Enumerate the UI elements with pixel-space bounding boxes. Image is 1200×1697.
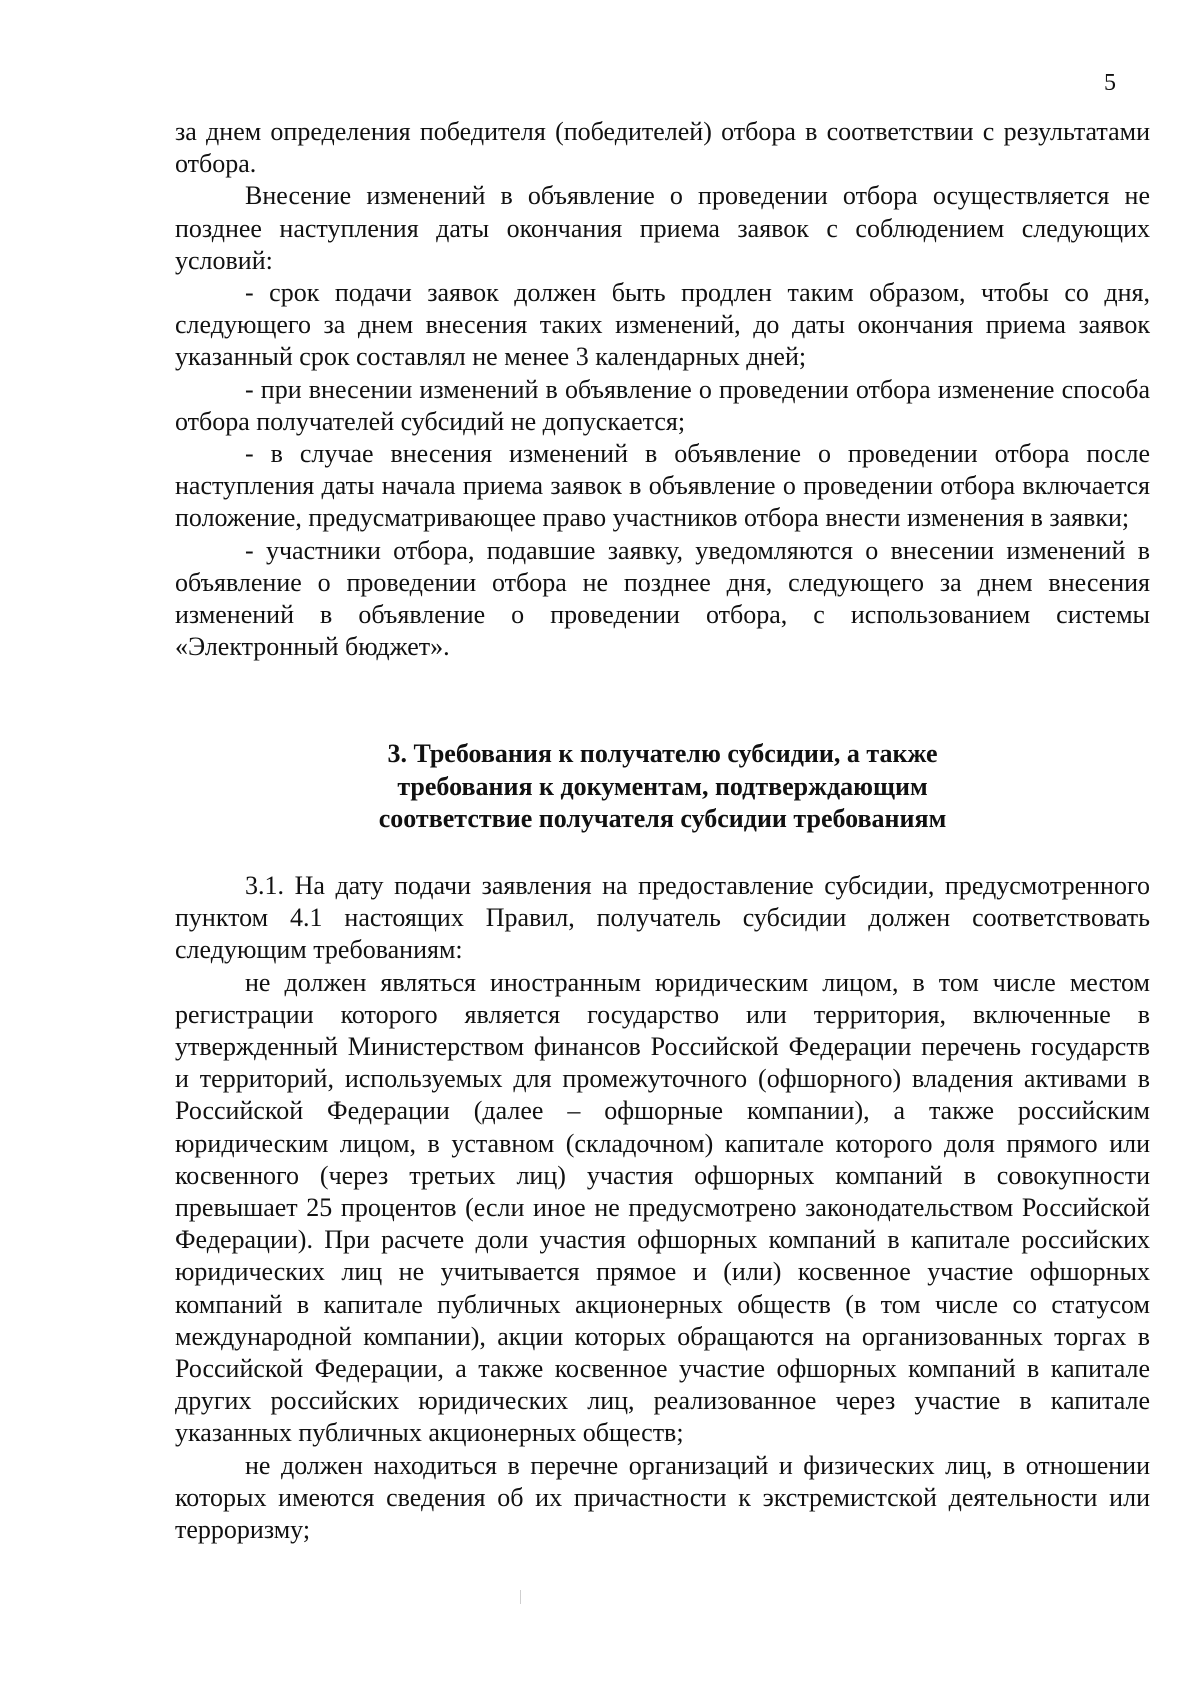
- page-number: 5: [1104, 70, 1116, 96]
- scan-artifact: [520, 1590, 521, 1604]
- paragraph: 3.1. На дату подачи заявления на предоставление субсидии, предусмотренного пунктом 4.1 настоящих Правил, получатель субсидии должен соответствовать следующим требованиям:: [175, 871, 1150, 965]
- section-heading-line: 3. Требования к получателю субсидии, а также: [387, 739, 938, 768]
- paragraph: Внесение изменений в объявление о проведении отбора осуществляется не позднее наступления даты окончания приема заявок с соблюдением следующих условий:: [175, 181, 1150, 275]
- section-heading-line: требования к документам, подтверждающим: [397, 771, 928, 801]
- list-item: - участники отбора, подавшие заявку, уведомляются о внесении изменений в объявление о проведении отбора не позднее дня, следующего за днем внесения изменений в объявление о проведении отбора, с использованием системы «Электронный бюджет».: [175, 535, 1150, 662]
- list-item: - при внесении изменений в объявление о проведении отбора изменение способа отбора получателей субсидий не допускается;: [175, 374, 1150, 436]
- paragraph: не должен являться иностранным юридическим лицом, в том числе местом регистрации которого является государство или территория, включенные в утвержденный Министерством финансов Российской Федерации перечень государств и территорий, используемых для промежуточного (офшорного) владения активами в Российской Федерации (далее – офшорные компании), а также российским юридическим лицом, в уставном (складочном) капитале которого доля прямого или косвенного (через третьих лиц) участия офшорных компаний в совокупности превышает 25 процентов (если иное не предусмотрено законодательством Российской Федерации). При расчете доли участия офшорных компаний в капитале российских юридических лиц не учитывается прямое и (или) косвенное участие офшорных компаний в капитале публичных акционерных обществ (в том числе со статусом международной компании), акции которых обращаются на организованных торгах в Российской Федерации, а также косвенное участие офшорных компаний в капитале других российских юридических лиц, реализованное через участие в капитале указанных публичных акционерных обществ;: [175, 967, 1150, 1448]
- section-heading-line: соответствие получателя субсидии требованиям: [378, 804, 947, 833]
- list-item: - в случае внесения изменений в объявление о проведении отбора после наступления даты начала приема заявок в объявление о проведении отбора включается положение, предусматривающее право участников отбора внести изменения в заявки;: [175, 439, 1150, 533]
- list-item: - срок подачи заявок должен быть продлен таким образом, чтобы со дня, следующего за днем внесения таких изменений, до даты окончания приема заявок указанный срок составлял не менее 3 календарных дней;: [175, 278, 1150, 372]
- bottom-text-block: [175, 870, 1150, 1546]
- paragraph: за днем определения победителя (победителей) отбора в соответствии с результатами отбора.: [175, 117, 1150, 179]
- section-heading: [175, 738, 1150, 836]
- top-text-block: [175, 116, 1150, 663]
- paragraph: не должен находиться в перечне организаций и физических лиц, в отношении которых имеются сведения об их причастности к экстремистской деятельности или терроризму;: [175, 1450, 1150, 1545]
